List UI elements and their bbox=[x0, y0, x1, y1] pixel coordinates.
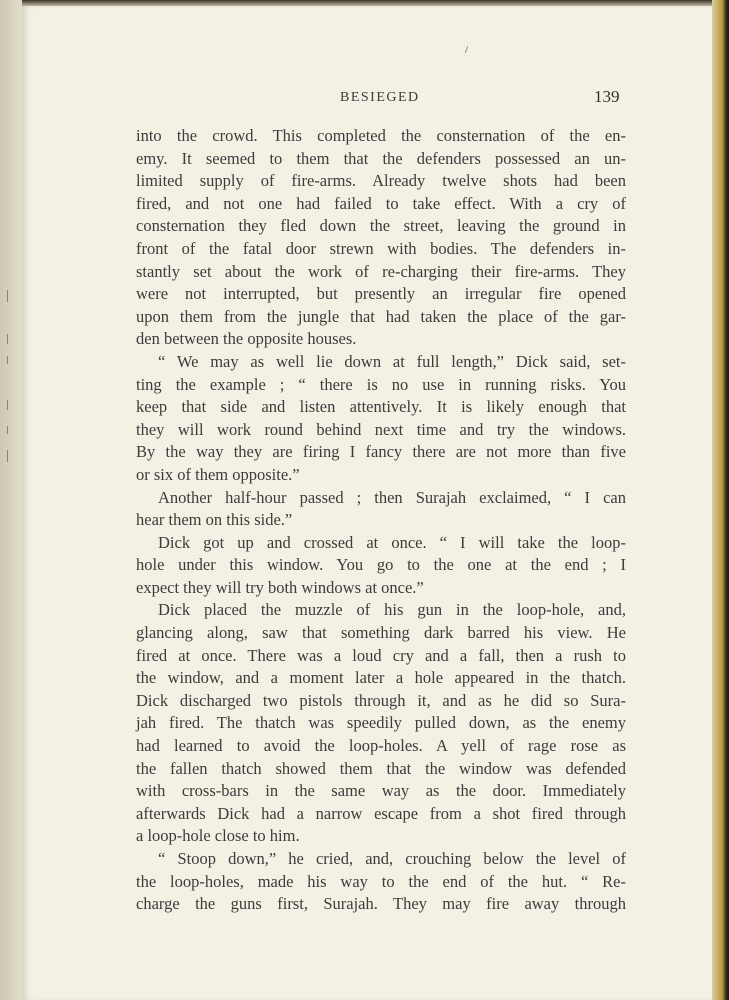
book-page bbox=[22, 6, 712, 1000]
page-number: 139 bbox=[594, 87, 620, 106]
pencil-mark bbox=[465, 46, 468, 53]
text-line: Dick got up and crossed at once. “ I will take the loop- bbox=[158, 532, 626, 552]
text-line: a loop-hole close to him. bbox=[136, 826, 300, 846]
running-head-title: BESIEGED bbox=[340, 90, 420, 105]
text-line: the window, and a moment later a hole appeared in the thatch. bbox=[136, 668, 626, 688]
margin-marks bbox=[3, 290, 15, 470]
text-line: they will work round behind next time and try the windows. bbox=[136, 419, 626, 439]
text-line: fired at once. There was a loud cry and a fall, then a rush to bbox=[136, 645, 626, 665]
text-line: with cross-bars in the same way as the door. Immediately bbox=[136, 781, 626, 801]
margin-mark bbox=[7, 450, 8, 462]
text-line: stantly set about the work of re-charging their fire-arms. They bbox=[136, 261, 626, 281]
text-line: Another half-hour passed ; then Surajah exclaimed, “ I can bbox=[158, 487, 626, 507]
text-line: into the crowd. This completed the consternation of the en- bbox=[136, 126, 626, 145]
text-line: Dick discharged two pistols through it, and as he did so Sura- bbox=[136, 690, 626, 710]
text-line: upon them from the jungle that had taken the place of the gar- bbox=[136, 306, 626, 326]
body-text bbox=[136, 125, 626, 916]
text-line: the fallen thatch showed them that the window was defended bbox=[136, 758, 626, 778]
text-line: afterwards Dick had a narrow escape from a shot fired through bbox=[136, 803, 626, 823]
text-line: “ Stoop down,” he cried, and, crouching below the level of bbox=[158, 849, 626, 868]
text-line: den between the opposite houses. bbox=[136, 329, 357, 349]
text-line: By the way they are firing I fancy there are not more than five bbox=[136, 442, 626, 462]
text-line: the loop-holes, made his way to the end of the hut. “ Re- bbox=[136, 871, 626, 891]
text-line: charge the guns first, Surajah. They may fire away through bbox=[136, 894, 626, 914]
margin-mark bbox=[7, 400, 8, 410]
running-head bbox=[22, 87, 712, 112]
text-line: or six of them opposite.” bbox=[136, 464, 300, 484]
text-line: were not interrupted, but presently an irregular fire opened bbox=[136, 284, 626, 304]
text-line: Dick placed the muzzle of his gun in the loop-hole, and, bbox=[158, 600, 626, 620]
text-line: hear them on this side.” bbox=[136, 510, 293, 530]
book-fore-edge bbox=[712, 0, 729, 1000]
text-line: front of the fatal door strewn with bodies. The defenders in- bbox=[136, 238, 626, 258]
text-line: consternation they fled down the street, leaving the ground in bbox=[136, 216, 626, 236]
text-line: glancing along, saw that something dark barred his view. He bbox=[136, 623, 626, 643]
text-line: ting the example ; “ there is no use in running risks. You bbox=[136, 374, 626, 394]
text-line: jah fired. The thatch was speedily pulled down, as the enemy bbox=[136, 713, 626, 733]
text-line: hole under this window. You go to the one at the end ; I bbox=[136, 555, 626, 575]
margin-mark bbox=[7, 334, 8, 344]
text-line: keep that side and listen attentively. It is likely enough that bbox=[136, 397, 626, 417]
margin-mark bbox=[7, 426, 8, 434]
margin-mark bbox=[7, 356, 8, 364]
text-line: emy. It seemed to them that the defenders possessed an un- bbox=[136, 148, 626, 168]
text-line: fired, and not one had failed to take effect. With a cry of bbox=[136, 193, 626, 213]
text-line: “ We may as well lie down at full length,” Dick said, set- bbox=[158, 351, 626, 371]
text-line: limited supply of fire-arms. Already twelve shots had been bbox=[136, 171, 626, 191]
book-gutter bbox=[0, 0, 22, 1000]
text-line: expect they will try both windows at once.” bbox=[136, 577, 424, 597]
margin-mark bbox=[7, 290, 8, 302]
text-line: had learned to avoid the loop-holes. A yell of rage rose as bbox=[136, 736, 626, 756]
